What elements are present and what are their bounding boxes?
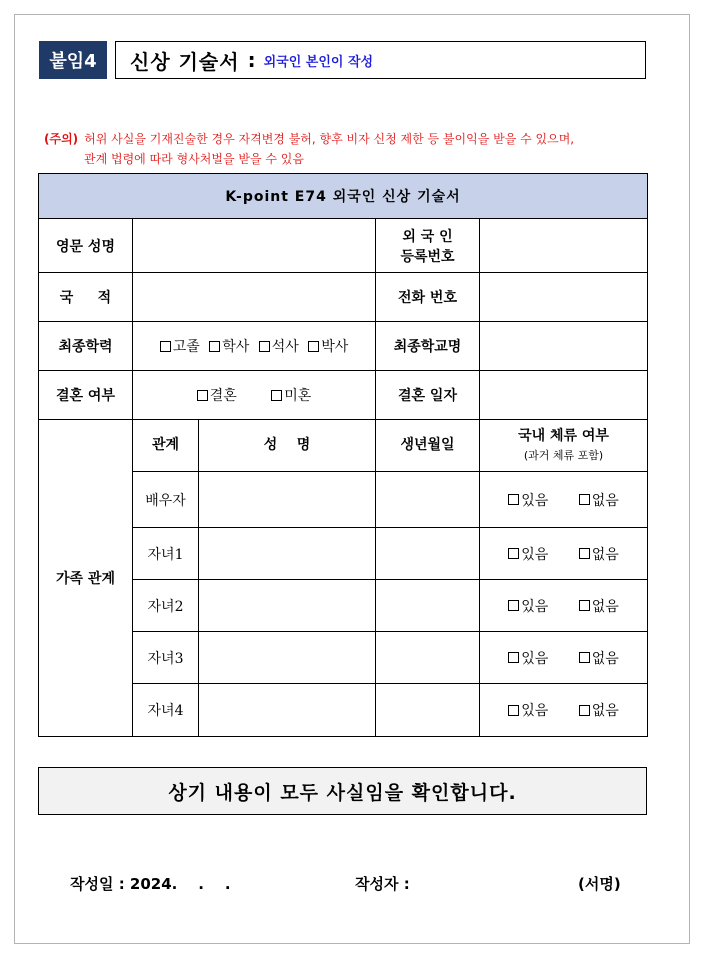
option-label: 있음 xyxy=(521,650,549,667)
english-name-label: 영문 성명 xyxy=(39,219,133,273)
school-label: 최종학교명 xyxy=(376,322,480,371)
stay-option-no[interactable] xyxy=(579,490,619,510)
school-field[interactable] xyxy=(480,322,648,371)
marriage-date-field[interactable] xyxy=(480,371,648,420)
notice-text-2: 관계 법령에 따라 형사처벌을 받을 수 있음 xyxy=(84,152,304,166)
marriage-date-label: 결혼 일자 xyxy=(376,371,480,420)
family-birthdate-field[interactable] xyxy=(376,580,480,632)
marital-options xyxy=(133,371,376,420)
option-label: 없음 xyxy=(591,598,619,615)
document-title-box xyxy=(115,41,646,79)
stay-option-yes[interactable] xyxy=(508,490,548,510)
education-option-bachelor[interactable] xyxy=(209,336,249,356)
stay-option-no[interactable] xyxy=(579,544,619,564)
confirmation-statement: 상기 내용이 모두 사실임을 확인합니다. xyxy=(38,767,647,815)
marital-option-single[interactable] xyxy=(271,385,311,405)
option-label: 없음 xyxy=(591,650,619,667)
stay-option-yes[interactable] xyxy=(508,700,548,720)
title-colon: : xyxy=(247,48,256,72)
option-label: 학사 xyxy=(222,339,250,355)
option-label: 있음 xyxy=(521,492,549,509)
marital-option-married[interactable] xyxy=(197,385,237,405)
education-option-master[interactable] xyxy=(259,336,299,356)
family-birthdate-field[interactable] xyxy=(376,472,480,528)
attachment-badge: 붙임4 xyxy=(39,41,107,79)
date-written[interactable]: 작성일 : 2024. . . xyxy=(70,875,231,893)
checkbox-icon xyxy=(579,652,590,663)
checkbox-icon xyxy=(197,390,208,401)
warning-notice xyxy=(44,129,664,169)
alien-reg-number-field[interactable] xyxy=(480,219,648,273)
stay-options xyxy=(480,472,648,528)
family-relations-label: 가족 관계 xyxy=(39,420,133,737)
option-label: 석사 xyxy=(271,339,299,355)
family-birthdate-field[interactable] xyxy=(376,528,480,580)
nationality-label: 국 적 xyxy=(39,273,133,322)
family-name-field[interactable] xyxy=(199,528,376,580)
option-label: 있음 xyxy=(521,598,549,615)
option-label: 고졸 xyxy=(172,339,200,355)
stay-option-yes[interactable] xyxy=(508,544,548,564)
option-label: 박사 xyxy=(321,339,349,355)
alien-reg-number-label xyxy=(376,219,480,273)
nationality-field[interactable] xyxy=(133,273,376,322)
birthdate-header: 생년월일 xyxy=(376,420,480,472)
stay-options xyxy=(480,632,648,684)
notice-tag: (주의) xyxy=(44,132,79,146)
education-options xyxy=(133,322,376,371)
phone-field[interactable] xyxy=(480,273,648,322)
option-label: 있음 xyxy=(521,703,549,719)
checkbox-icon xyxy=(579,548,590,559)
option-label: 결혼 xyxy=(209,388,237,404)
checkbox-icon xyxy=(271,390,282,401)
checkbox-icon xyxy=(160,341,171,352)
checkbox-icon xyxy=(579,600,590,611)
stay-header-title: 국내 체류 여부 xyxy=(518,427,609,444)
stay-header-note: (과거 체류 포함) xyxy=(523,448,604,462)
family-birthdate-field[interactable] xyxy=(376,632,480,684)
option-label: 없음 xyxy=(591,703,619,719)
stay-options xyxy=(480,684,648,737)
education-option-highschool[interactable] xyxy=(160,336,200,356)
education-option-doctorate[interactable] xyxy=(308,336,348,356)
checkbox-icon xyxy=(579,494,590,505)
option-label: 미혼 xyxy=(284,388,312,404)
notice-text-1: 허위 사실을 기재진술한 경우 자격변경 불허, 향후 비자 신청 제한 등 불이익을 받을 수 있으며, xyxy=(84,132,575,146)
relation-header: 관계 xyxy=(133,420,199,472)
phone-label: 전화 번호 xyxy=(376,273,480,322)
education-label: 최종학력 xyxy=(39,322,133,371)
personal-statement-form xyxy=(38,173,648,737)
relation-spouse: 배우자 xyxy=(133,472,199,528)
marital-status-label: 결혼 여부 xyxy=(39,371,133,420)
stay-option-no[interactable] xyxy=(579,700,619,720)
stay-option-no[interactable] xyxy=(579,648,619,668)
family-name-field[interactable] xyxy=(199,580,376,632)
family-name-field[interactable] xyxy=(199,472,376,528)
stay-options xyxy=(480,580,648,632)
checkbox-icon xyxy=(508,600,519,611)
family-name-field[interactable] xyxy=(199,684,376,737)
option-label: 있음 xyxy=(521,546,549,563)
writer-label[interactable]: 작성자 : xyxy=(355,875,410,893)
family-name-field[interactable] xyxy=(199,632,376,684)
english-name-field[interactable] xyxy=(133,219,376,273)
checkbox-icon xyxy=(209,341,220,352)
option-label: 없음 xyxy=(591,492,619,509)
alien-reg-label-line-2: 등록번호 xyxy=(400,248,455,265)
document-subtitle: 외국인 본인이 작성 xyxy=(263,54,374,70)
checkbox-icon xyxy=(259,341,270,352)
relation-child-3: 자녀3 xyxy=(133,632,199,684)
relation-child-1: 자녀1 xyxy=(133,528,199,580)
stay-option-no[interactable] xyxy=(579,596,619,616)
stay-option-yes[interactable] xyxy=(508,596,548,616)
checkbox-icon xyxy=(308,341,319,352)
family-birthdate-field[interactable] xyxy=(376,684,480,737)
checkbox-icon xyxy=(508,705,519,716)
checkbox-icon xyxy=(508,548,519,559)
checkbox-icon xyxy=(508,652,519,663)
name-header: 성 명 xyxy=(199,420,376,472)
option-label: 없음 xyxy=(591,546,619,563)
relation-child-2: 자녀2 xyxy=(133,580,199,632)
alien-reg-label-line-1: 외 국 인 xyxy=(402,228,453,245)
stay-header xyxy=(480,420,648,472)
form-title: K-point E74 외국인 신상 기술서 xyxy=(39,174,648,219)
stay-option-yes[interactable] xyxy=(508,648,548,668)
relation-child-4: 자녀4 xyxy=(133,684,199,737)
stay-options xyxy=(480,528,648,580)
notice-line-1 xyxy=(44,129,664,149)
signature-label[interactable]: (서명) xyxy=(578,875,621,893)
checkbox-icon xyxy=(508,494,519,505)
checkbox-icon xyxy=(579,705,590,716)
document-title: 신상 기술서 xyxy=(130,49,240,74)
